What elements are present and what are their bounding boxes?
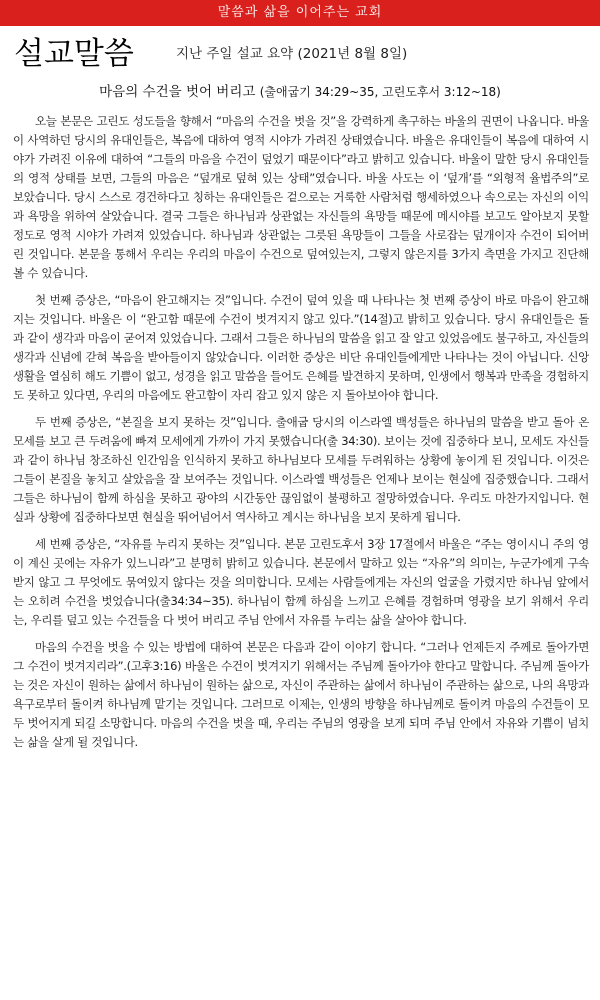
page-subtitle: 지난 주일 설교 요약 (2021년 8월 8일) — [176, 46, 408, 62]
page-title: 설교말씀 — [14, 36, 134, 72]
sermon-heading — [0, 82, 600, 102]
top-banner — [0, 0, 600, 26]
page-header — [14, 34, 594, 74]
banner-text: 말씀과 삶을 이어주는 교회 — [217, 5, 383, 20]
paragraph-intro: 오늘 본문은 고린도 성도들을 향해서 “마음의 수건을 벗을 것”을 강력하게 촉구하는 바울의 권면이 나옵니다. 바울이 사역하던 당시의 유대인들은, 복음에 대하여 영적 시야가 가려진 상태였습니다. 바울은 유대인들이 복음에 대하여 시야가 가려진 이유에 대하여 “그들의 마음을 수건이 덮었기 때문이다”라고 밝히고 있습니다. 바울이 말한 당시 유대인들의 영적 상태를 보면, 그들의 마음은 “덮개로 덮혀 있는 상태”였습니다. 바울 사도는 이 ‘덮개’를 “외형적 율법주의”로 보았습니다. 당시 스스로 경건하다고 칭하는 유대인들은 겉으로는 거룩한 사람처럼 행세하였으나 속으로는 자신의 이익과 욕망을 위하여 살았습니다. 결국 그들은 하나님과 상관없는 자신들의 욕망들 때문에 메시야를 보고도 알아보지 못할 정도로 영적 시야가 가려져 있었습니다. 하나님과 상관없는 그릇된 욕망들이 그들을 사로잡는 덮개이자 수건이 되어버린 것입니다. 본문을 통해서 우리는 우리의 마음이 수건으로 덮여있는지, 그렇지 않은지를 3가지 측면을 가지고 진단해 볼 수 있습니다. — [13, 114, 589, 280]
sermon-body — [13, 112, 589, 760]
paragraph-conclusion: 마음의 수건을 벗을 수 있는 방법에 대하여 본문은 다음과 같이 이야기 합니다. “그러나 언제든지 주께로 돌아가면 그 수건이 벗겨지리라”.(고후3:16) 바울은 수건이 벗겨지기 위해서는 주님께 돌아가야 한다고 말합니다. 주님께 돌아가는 것은 자신이 원하는 삶에서 하나님이 원하는 삶으로, 자신이 주관하는 삶에서 하나님이 주관하는 삶으로, 나의 욕망과 욕구로부터 돌이켜 하나님께 맡기는 것입니다. 그러므로 이제는, 인생의 방향을 하나님께로 돌이켜 마음의 수건들이 모두 벗어지게 되길 소망합니다. 마음의 수건을 벗을 때, 우리는 주님의 영광을 보게 되며 주님 안에서 자유와 기쁨이 넘치는 삶을 살게 될 것입니다. — [13, 640, 589, 749]
sermon-title: 마음의 수건을 벗어 버리고 — [99, 84, 256, 100]
paragraph-second-symptom: 두 번째 증상은, “본질을 보지 못하는 것”입니다. 출애굽 당시의 이스라엘 백성들은 하나님의 말씀을 받고 돌아 온 모세를 보고 큰 두려움에 빠져 모세에게 가까이 가지 못했습니다(출 34:30). 보이는 것에 집중하다 보니, 모세도 자신들과 같이 하나님 창조하신 인간임을 인식하지 못하고 하나님보다 모세를 두려워하는 상황에 놓이게 된 것입니다. 이것은 그들이 본질을 놓치고 살았음을 잘 보여주는 것입니다. 이스라엘 백성들은 언제나 보이는 현실에 집중했습니다. 그래서 그들은 하나님이 함께 하심을 못하고 광야의 시간동안 끊임없이 불평하고 절망하였습니다. 우리도 마찬가지입니다. 현실과 상황에 집중하다보면 현실을 뛰어넘어서 역사하고 계시는 하나님을 보지 못하게 됩니다. — [13, 415, 589, 524]
paragraph-third-symptom: 세 번째 증상은, “자유를 누리지 못하는 것”입니다. 본문 고린도후서 3장 17절에서 바울은 “주는 영이시니 주의 영이 계신 곳에는 자유가 있느니라”고 분명히 밝히고 있습니다. 본문에서 말하고 있는 “자유”의 의미는, 누군가에게 구속받지 않고 그 무엇에도 묶여있지 않다는 것을 의미합니다. 모세는 사람들에게는 자신의 얼굴을 가렸지만 하나님 앞에서는 오히려 수건을 벗었습니다(출34:34~35). 하나님이 함께 하심을 느끼고 은혜를 경험하며 영광을 보기 위해서 우리는, 우리를 덮고 있는 수건들을 다 벗어 버리고 주님 안에서 자유를 누리는 삶을 살아야 합니다. — [13, 537, 589, 627]
scripture-reference: (출애굽기 34:29~35, 고린도후서 3:12~18) — [259, 85, 501, 99]
paragraph-first-symptom: 첫 번째 증상은, “마음이 완고해지는 것”입니다. 수건이 덮여 있을 때 나타나는 첫 번째 증상이 바로 마음이 완고해지는 것입니다. 바울은 이 “완고함 때문에 수건이 벗겨지지 않고 있다.”(14절)고 밝히고 있습니다. 당시 유대인들은 돌과 같이 생각과 마음이 굳어져 있었습니다. 그래서 그들은 하나님의 말씀을 읽고 잘 알고 있었음에도 불구하고, 자신들의 생각과 신념에 갇혀 복음을 받아들이지 않았습니다. 이러한 증상은 비단 유대인들에게만 나타나는 것이 아닙니다. 신앙생활을 열심히 해도 기쁨이 없고, 성경을 읽고 말씀을 들어도 은혜를 발견하지 못하며, 인생에서 행복과 만족을 경험하지도 못하고 있다면, 우리의 마음에도 완고함이 자리 잡고 있지 않은 지 돌아보아야 합니다. — [13, 293, 589, 402]
